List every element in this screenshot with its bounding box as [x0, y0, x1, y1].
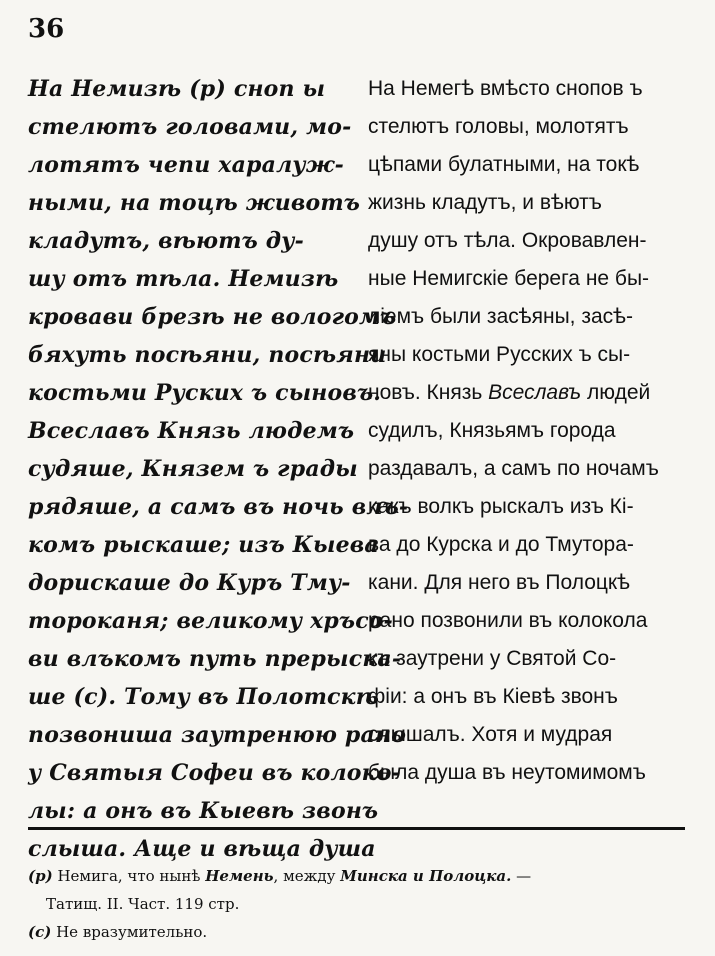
right-line: къ заутрени у Святой Со- [368, 647, 617, 670]
right-line: была душа въ неутомимомъ [368, 761, 646, 784]
right-line: рано позвонили въ колокола [368, 609, 648, 632]
right-line: цѣпами булатными, на токѣ [368, 153, 640, 176]
footnote-text-italic: Минска и Полоцка. [340, 867, 512, 885]
right-line: лiемъ были засѣяны, засѣ- [368, 305, 634, 328]
right-line: кани. Для него въ Полоцкѣ [368, 571, 630, 594]
left-line: кровави брезѣ не вологомъ [28, 304, 397, 330]
left-line: бяхуть посѣяни, посѣяни [28, 342, 387, 368]
page-number: 36 [28, 14, 65, 44]
footnote-dash: — [511, 867, 532, 885]
right-line: ные Немигскiе берега не бы- [368, 267, 650, 290]
footnote-marker: (с) [28, 923, 52, 941]
left-line: кладутъ, вѣютъ ду- [28, 228, 304, 254]
left-line: судяше, Князем ъ грады [28, 456, 358, 482]
footnote-divider [28, 827, 685, 830]
right-line: душу отъ тѣла. Окровавлен- [368, 229, 647, 252]
right-line: стелютъ головы, молотятъ [368, 115, 629, 138]
footnote-r [28, 862, 688, 890]
left-line: у Святыя Софеи въ колоко- [28, 760, 401, 786]
right-line: слышалъ. Хотя и мудрая [368, 723, 613, 746]
footnote-text: Не вразумительно. [51, 923, 208, 941]
left-line: стелютъ головами, мо- [28, 114, 352, 140]
left-line: ше (с). Тому въ Полотскѣ [28, 684, 380, 710]
right-line: фiи: а онъ въ Кiевѣ звонъ [368, 685, 618, 708]
footnote-text-italic: Немень [205, 867, 274, 885]
left-line: рядяше, а самъ въ ночь влъ- [28, 494, 409, 520]
left-line: шу отъ тѣла. Немизѣ [28, 266, 339, 292]
left-line: костьми Руских ъ сыновъ. [28, 380, 382, 406]
right-line: яны костьми Русских ъ сы- [368, 343, 631, 366]
left-line: На Немизѣ (р) сноп ы [28, 76, 326, 102]
left-line: позвониша заутренюю рано [28, 722, 407, 748]
right-line-tail: людей [581, 381, 651, 404]
left-line: слыша. Аще и вѣща душа [28, 836, 376, 862]
right-line-with-emphasis [368, 374, 688, 412]
right-line: На Немегѣ вмѣсто снопов ъ [368, 77, 643, 100]
left-line: комъ рыскаше; изъ Кыева [28, 532, 379, 558]
right-line: жизнь кладутъ, и вѣютъ [368, 191, 602, 214]
right-line: раздавалъ, а самъ по ночамъ [368, 457, 659, 480]
left-line: ными, на тоцѣ животъ [28, 190, 361, 216]
footnote-r-continuation: Татищ. II. Част. 119 стр. [46, 895, 240, 913]
footnote-text: , между [273, 867, 341, 885]
left-line: дорискаше до Куръ Тму- [28, 570, 351, 596]
right-line-start: новъ. Князь [368, 381, 489, 404]
right-line: ва до Курска и до Тмутора- [368, 533, 634, 556]
left-line: Всеславъ Князь людемъ [28, 418, 355, 444]
right-line: судилъ, Князьямъ города [368, 419, 616, 442]
right-line: какъ волкъ рыскалъ изъ Кi- [368, 495, 634, 518]
footnote-text: Немига, что нынѣ [52, 867, 206, 885]
left-line: лотятъ чепи харалуж- [28, 152, 344, 178]
modern-translation-column [368, 70, 688, 792]
emphasized-name: Всеславъ [488, 381, 582, 404]
left-line: лы: а онъ въ Кыевѣ звонъ [28, 798, 379, 824]
footnotes [28, 862, 688, 946]
old-russian-text-column [28, 70, 409, 868]
footnote-c [28, 918, 688, 946]
left-line: ви влъкомъ путь прерыска- [28, 646, 402, 672]
footnote-marker: (р) [28, 867, 53, 885]
left-line: тороканя; великому хръсо- [28, 608, 394, 634]
